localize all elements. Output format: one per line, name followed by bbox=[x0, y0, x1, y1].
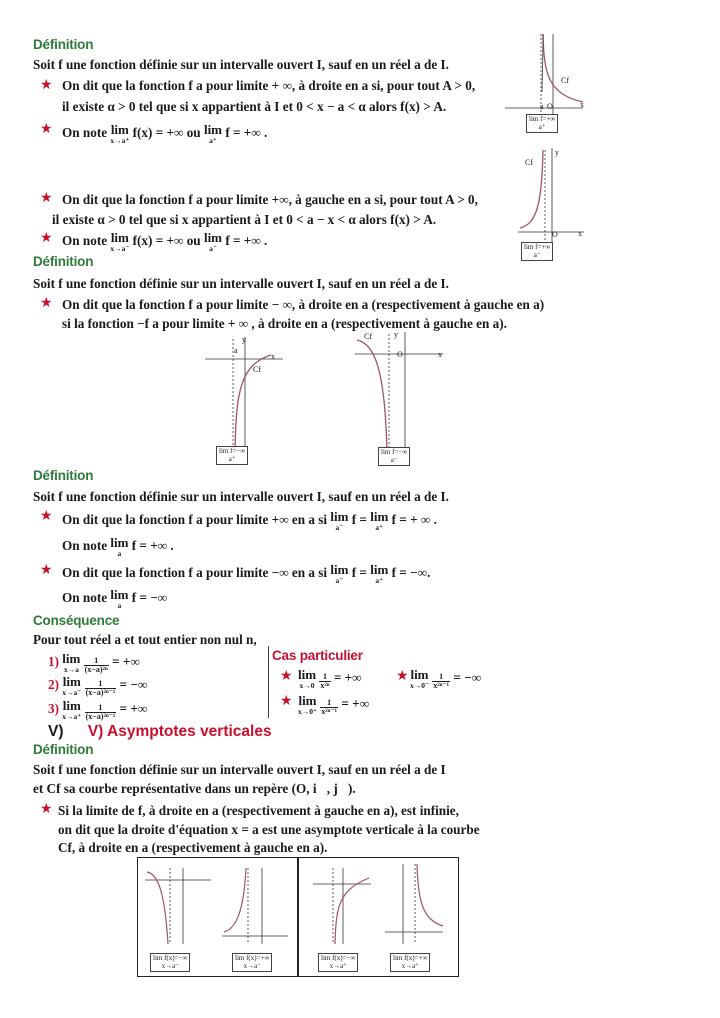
x-axis-label: x bbox=[578, 229, 582, 238]
x-axis-label: x bbox=[580, 100, 584, 109]
def3-intro: Soit f une fonction définie sur un intervalle ouvert I, sauf en un réel a de I. bbox=[33, 489, 449, 504]
star-icon: ★ bbox=[40, 802, 53, 817]
consequence-intro: Pour tout réel a et tout entier non nul n, bbox=[33, 632, 257, 647]
def2-intro: Soit f une fonction définie sur un intervalle ouvert I, sauf en un réel a de I. bbox=[33, 276, 449, 291]
a-label: a bbox=[234, 346, 238, 355]
asym-intro2: et Cf sa courbe représentative dans un repère (O, i⃗, j⃗). bbox=[33, 781, 356, 796]
frame-divider bbox=[297, 857, 299, 977]
star-icon: ★ bbox=[40, 191, 53, 206]
def1-notation: On note lim x→a⁺ f(x) = +∞ ou lim a⁺ f = +∞ . bbox=[62, 122, 268, 145]
limit-box-6: lim f(x)=+∞ x→a⁻ bbox=[232, 953, 272, 972]
y-axis-label: y bbox=[394, 330, 398, 339]
def3-note2: On note lim a f = −∞ bbox=[62, 587, 168, 610]
def1-intro: Soit f une fonction définie sur un intervalle ouvert I, sauf en un réel a de I. bbox=[33, 57, 449, 72]
def3-note1: On note lim a f = +∞ . bbox=[62, 535, 174, 558]
graph-asymptote-right-plus-inf bbox=[385, 862, 445, 946]
graph-asymptote-left-minus-inf bbox=[145, 866, 215, 946]
cas-item-2: lim x→0⁻ $\frac{1}{\text{x²ⁿ⁻¹}}$ = −∞ bbox=[410, 667, 482, 690]
def2-bullet1-line2: si la fonction −f a pour limite + ∞ , à droite en a (respectivement à gauche en a). bbox=[62, 316, 507, 331]
def3-bullet1: On dit que la fonction f a pour limite +∞ en a si lim a⁻ f = lim a⁺ f = + ∞ . bbox=[62, 509, 437, 532]
limit-box-1: lim f=+∞ a⁺ bbox=[526, 114, 558, 133]
star-icon: ★ bbox=[40, 563, 53, 578]
graph-asymptote-right-minus-inf bbox=[313, 866, 373, 946]
origin-label: O bbox=[397, 350, 403, 359]
x-axis-label: x bbox=[438, 350, 442, 359]
definition-title-1: Définition bbox=[33, 37, 94, 52]
star-icon: ★ bbox=[40, 231, 53, 246]
cas-particulier-title: Cas particulier bbox=[272, 648, 363, 663]
star-icon: ★ bbox=[280, 694, 293, 709]
def2-bullet1-line1: On dit que la fonction f a pour limite − ∞, à droite en a (respectivement à gauche en a) bbox=[62, 297, 545, 312]
consequence-item-1: 1) lim x→a $\frac{1}{\text{(x−a)²ⁿ}}$ = +∞ bbox=[48, 651, 140, 674]
limit-box-5: lim f(x)=−∞ x→a⁻ bbox=[150, 953, 190, 972]
def1-bullet3-line2: il existe α > 0 tel que si x appartient à I et 0 < a − x < α alors f(x) > A. bbox=[52, 212, 437, 227]
star-icon: ★ bbox=[40, 296, 53, 311]
definition-title-3: Définition bbox=[33, 468, 94, 483]
limit-box-8: lim f(x)=+∞ x→a⁺ bbox=[390, 953, 430, 972]
asym-bullet-line2: on dit que la droite d'équation x = a est une asymptote verticale à la courbe bbox=[58, 822, 480, 837]
origin-label: O bbox=[547, 102, 553, 111]
section-asymptotes-title: V) V) Asymptotes verticales bbox=[48, 723, 272, 740]
y-axis-label: y bbox=[242, 335, 246, 344]
def3-bullet2: On dit que la fonction f a pour limite −∞ en a si lim a⁻ f = lim a⁺ f = −∞. bbox=[62, 562, 431, 585]
cf-label: Cf bbox=[561, 76, 569, 85]
definition-title-4: Définition bbox=[33, 742, 94, 757]
limit-box-2: lim f=+∞ a⁻ bbox=[521, 242, 553, 261]
def1-bullet1-line1: On dit que la fonction f a pour limite + ∞, à droite en a si, pour tout A > 0, bbox=[62, 78, 476, 93]
divider bbox=[268, 646, 269, 718]
cas-item-3: lim x→0⁺ $\frac{1}{\text{x²ⁿ⁻¹}}$ = +∞ bbox=[298, 693, 370, 716]
def1-bullet3-line1: On dit que la fonction f a pour limite +∞, à gauche en a si, pour tout A > 0, bbox=[62, 192, 478, 207]
cf-label: Cf bbox=[253, 365, 261, 374]
limit-box-3: lim f=−∞ a⁺ bbox=[216, 446, 248, 465]
graph-left-limit-minus-inf bbox=[355, 330, 445, 455]
y-axis-label: y bbox=[555, 148, 559, 157]
consequence-item-3: 3) lim x→a⁺ $\frac{1}{\text{(x−a)²ⁿ⁻¹}}$ = +∞ bbox=[48, 698, 148, 721]
star-icon: ★ bbox=[40, 122, 53, 137]
star-icon: ★ bbox=[396, 669, 409, 684]
def1-bullet1-line2: il existe α > 0 tel que si x appartient à I et 0 < x − a < α alors f(x) > A. bbox=[62, 99, 447, 114]
cf-label: Cf bbox=[364, 332, 372, 341]
asym-intro1: Soit f une fonction définie sur un intervalle ouvert I, sauf en un réel a de I bbox=[33, 762, 446, 777]
asym-bullet-line3: Cf, à droite en a (respectivement à gauche en a). bbox=[58, 840, 328, 855]
limit-box-4: lim f=−∞ a⁻ bbox=[378, 447, 410, 466]
star-icon: ★ bbox=[40, 78, 53, 93]
origin-label: O bbox=[552, 230, 558, 239]
a-label: a bbox=[540, 102, 544, 111]
consequence-title: Conséquence bbox=[33, 613, 120, 628]
def1-notation-left: On note lim x→a⁻ f(x) = +∞ ou lim a⁻ f = +∞ . bbox=[62, 230, 268, 253]
asym-bullet-line1: Si la limite de f, à droite en a (respectivement à gauche en a), est infinie, bbox=[58, 803, 459, 818]
consequence-item-2: 2) lim x→a⁻ $\frac{1}{\text{(x−a)²ⁿ⁻¹}}$ = −∞ bbox=[48, 674, 148, 697]
star-icon: ★ bbox=[280, 669, 293, 684]
limit-box-7: lim f(x)=−∞ x→a⁺ bbox=[318, 953, 358, 972]
cf-label: Cf bbox=[525, 158, 533, 167]
star-icon: ★ bbox=[40, 509, 53, 524]
graph-asymptote-left-plus-inf bbox=[222, 866, 292, 946]
x-axis-label: x bbox=[271, 352, 275, 361]
cas-item-1: lim x→0 $\frac{1}{\text{x²ⁿ}}$ = +∞ bbox=[298, 667, 362, 690]
definition-title-2: Définition bbox=[33, 254, 94, 269]
